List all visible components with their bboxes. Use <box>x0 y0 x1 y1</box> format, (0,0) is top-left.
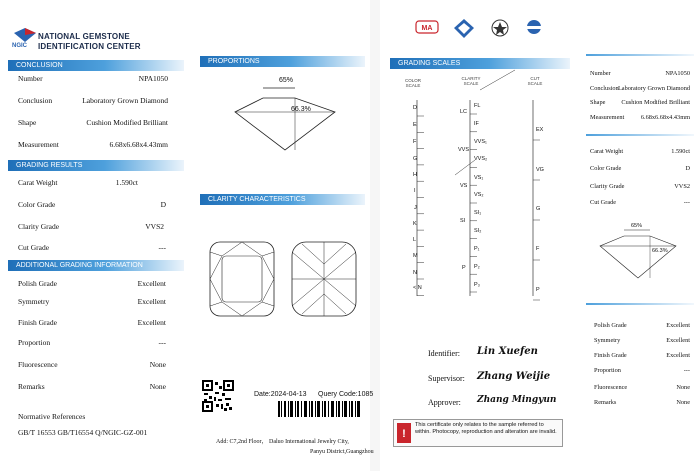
grading-results-header: GRADING RESULTS <box>8 160 184 171</box>
cut-grade-mark: VG <box>536 167 544 173</box>
color-grade-mark: N <box>413 270 417 276</box>
normative-refs: GB/T 16553 GB/T16554 Q/NGIC-GZ-001 <box>18 428 148 437</box>
clarity-grade-mark: P₁ <box>474 246 480 252</box>
normative-title: Normative References <box>18 412 86 421</box>
clarity-grade-mark: VS₁ <box>474 175 484 181</box>
summary-divider <box>586 303 694 305</box>
color-grade-mark: < N <box>413 285 422 291</box>
proportions-diagram <box>225 76 345 156</box>
crown-view-diagram <box>208 240 276 318</box>
approver-label: Approver: <box>428 398 461 407</box>
color-grade-mark: G <box>413 156 418 162</box>
summary-proportions-diagram <box>594 222 684 282</box>
supervisor-signature: Zhang Weijie <box>477 371 551 382</box>
cut-grade-mark: P <box>536 287 540 293</box>
clarity-grade-mark: P₂ <box>474 264 480 270</box>
clarity-grade-mark: IF <box>474 121 479 127</box>
notice-text: This certificate only relates to the sample referred to within. Photocopy, reproduction and alteration are invalid. <box>415 422 557 435</box>
additional-header: ADDITIONAL GRADING INFORMATION <box>8 260 184 271</box>
ngic-logo-icon <box>14 28 36 42</box>
clarity-grade-mark: SI₁ <box>474 210 482 216</box>
clarity-group-label: VVS <box>458 147 470 153</box>
org-title-line2: IDENTIFICATION CENTER <box>38 42 141 51</box>
clarity-scale-title: CLARITY SCALE <box>461 76 481 86</box>
color-grade-mark: J <box>414 205 417 211</box>
cut-grade-mark: F <box>536 246 540 252</box>
color-grade-mark: K <box>413 221 417 227</box>
cut-grade-mark: EX <box>536 127 544 133</box>
query-code: Query Code:1085 <box>318 391 374 398</box>
clarity-group-label: P <box>462 265 466 271</box>
clarity-grade-mark: P₃ <box>474 282 480 288</box>
summary-table-percentage: 65% <box>631 223 643 229</box>
qr-code-icon <box>202 380 234 412</box>
clarity-group-label: SI <box>460 218 466 224</box>
supervisor-label: Supervisor: <box>428 374 465 383</box>
clarity-grade-mark: FL <box>474 103 481 109</box>
identifier-signature: Lin Xuefen <box>477 346 538 357</box>
cut-scale-title: CUT SCALE <box>527 76 543 86</box>
summary-divider <box>586 134 694 136</box>
color-grade-mark: I <box>414 188 416 194</box>
clarity-grade-mark: SI₂ <box>474 228 482 234</box>
address-line1: Add: C7,2nd Floor， Daluo International Jewelry City, <box>216 439 349 445</box>
clarity-grade-mark: VVS₂ <box>474 156 488 162</box>
clarity-group-label: LC <box>460 109 468 115</box>
table-percentage: 65% <box>279 77 294 84</box>
grading-scales-header: GRADING SCALES <box>390 58 570 69</box>
logo-abbr: NGIC <box>12 43 27 49</box>
color-grade-mark: H <box>413 172 417 178</box>
identifier-label: Identifier: <box>428 349 460 358</box>
middle-panel <box>190 0 374 471</box>
svg-text:!: ! <box>402 428 406 440</box>
clarity-grade-mark: VS₂ <box>474 192 484 198</box>
summary-panel: Number NPA1050 Conclusion Laboratory Grown Diamond Shape Cushion Modified Brilliant Measurement 6.68x6.68x4.43mm Carat Weight 1.590ct Color Grade D Clarity Grade VVS2 Cut Grade --- 65% 66.3% Polish Grade Excellent Symmetry Excellent Finish Grade Excellent Proportion --- Fluorescence None Remarks None <box>576 0 700 471</box>
color-grade-mark: M <box>413 253 418 259</box>
proportions-header: PROPORTIONS <box>200 56 365 67</box>
approver-signature: Zhang Mingyun <box>477 395 557 405</box>
left-panel: NGIC NATIONAL GEMSTONE IDENTIFICATION CENTER CONCLUSION Number NPA1050 Conclusion Laboratory Grown Diamond Shape Cushion Modified Brilliant Measurement 6.68x6.68x4.43mm GRADING RESULTS Carat Weight 1.590ct Color Grade D Clarity Grade VVS2 Cut Grade --- ADDITIONAL GRADING INFORMATION Polish Grade Excellent Symmetry Excellent Finish Grade Excellent Proportion --- Fluorescence None Remarks None Normative References GB/T 16553 GB/T16554 Q/NGIC-GZ-001 <box>0 0 190 471</box>
summary-divider <box>586 54 694 56</box>
clarity-header: CLARITY CHARACTERISTICS <box>200 194 365 205</box>
conclusion-header: CONCLUSION <box>8 60 184 71</box>
validity-notice <box>393 419 563 447</box>
barcode-icon <box>278 401 360 417</box>
svg-text:MA: MA <box>421 25 433 32</box>
depth-percentage: 66.3% <box>291 106 311 113</box>
color-grade-mark: E <box>413 122 417 128</box>
summary-depth-percentage: 66.3% <box>652 248 668 254</box>
color-grade-mark: D <box>413 105 417 111</box>
clarity-grade-mark: VVS₁ <box>474 139 487 145</box>
grading-scales-panel <box>380 0 576 471</box>
color-grade-mark: F <box>413 139 417 145</box>
color-grade-mark: L <box>413 237 417 243</box>
warning-icon <box>397 423 411 443</box>
address-line2: Panyu District,Guangzhou <box>310 449 374 455</box>
cut-grade-mark: G <box>536 206 541 212</box>
org-title-line1: NATIONAL GEMSTONE <box>38 32 130 41</box>
pavilion-view-diagram <box>290 240 358 318</box>
clarity-group-label: VS <box>460 183 468 189</box>
color-scale-title: COLOR SCALE <box>404 78 421 88</box>
report-date: Date:2024-04-13 <box>254 391 307 398</box>
